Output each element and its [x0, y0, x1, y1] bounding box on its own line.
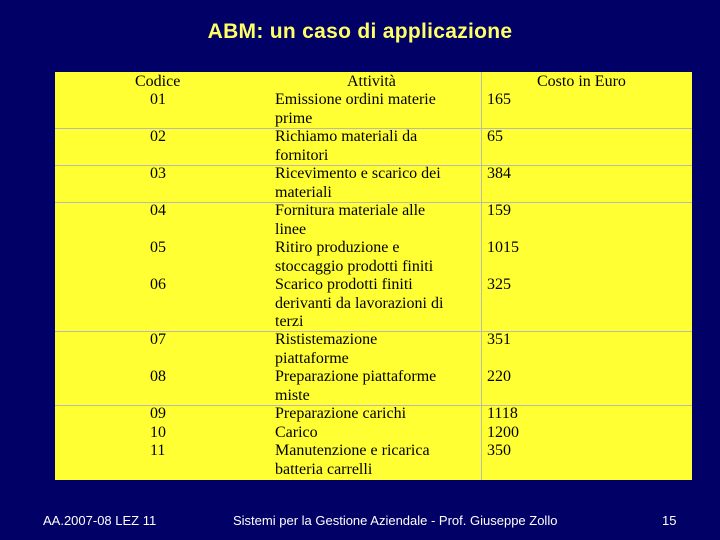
activity-cell: linee	[275, 220, 307, 238]
activity-cell: materiali	[275, 183, 332, 201]
activity-cell: terzi	[275, 313, 304, 330]
activity-cell: fornitori	[275, 146, 329, 164]
footer-course: AA.2007-08 LEZ 11	[43, 513, 157, 528]
code-cell: 06	[150, 276, 166, 293]
activity-cell: Emissione ordini materie	[275, 91, 436, 108]
code-cell: 09	[150, 405, 166, 422]
header-codice: Codice	[135, 73, 181, 90]
slide-title: ABM: un caso di applicazione	[207, 20, 513, 43]
activity-cell: Richiamo materiali da	[275, 128, 418, 145]
code-cell: 11	[150, 442, 166, 459]
code-cell: 03	[150, 165, 166, 182]
cost-cell: 65	[487, 128, 503, 145]
code-cell: 02	[150, 128, 166, 145]
cost-cell: 220	[487, 368, 511, 385]
activity-cost-table	[55, 72, 692, 480]
activity-cell: prime	[275, 109, 313, 127]
cost-cell: 384	[487, 165, 511, 182]
activity-cell: Manutenzione e ricarica	[275, 442, 430, 459]
header-costo: Costo in Euro	[537, 73, 626, 90]
activity-cell: Scarico prodotti finiti	[275, 276, 413, 293]
cost-cell: 159	[487, 202, 511, 219]
cost-cell: 351	[487, 331, 511, 348]
code-cell: 07	[150, 331, 166, 348]
footer-course-title: Sistemi per la Gestione Aziendale - Prof. Giuseppe Zollo	[233, 513, 558, 528]
activity-cell: stoccaggio prodotti finiti	[275, 257, 434, 275]
activity-cell: miste	[275, 386, 310, 404]
cost-cell: 165	[487, 91, 511, 108]
activity-cell: batteria carrelli	[275, 460, 373, 478]
activity-cell: Preparazione carichi	[275, 405, 407, 422]
activity-cell: Ritiro produzione e	[275, 239, 400, 256]
activity-cell: Rististemazione	[275, 331, 378, 348]
code-cell: 08	[150, 368, 166, 385]
activity-cell: derivanti da lavorazioni di	[275, 294, 444, 312]
column-divider	[481, 72, 482, 480]
cost-cell: 325	[487, 276, 511, 293]
header-attivita: Attività	[347, 73, 396, 90]
activity-cell: Fornitura materiale alle	[275, 202, 426, 219]
code-cell: 01	[150, 91, 166, 108]
activity-cell: Ricevimento e scarico dei	[275, 165, 441, 182]
activity-cell: piattaforme	[275, 349, 349, 367]
code-cell: 04	[150, 202, 166, 219]
activity-cell: Preparazione piattaforme	[275, 368, 437, 385]
slide-number: 15	[662, 513, 677, 528]
code-cell: 05	[150, 239, 166, 256]
cost-cell: 1015	[487, 239, 519, 256]
cost-cell: 1118	[487, 405, 518, 422]
code-cell: 10	[150, 423, 166, 441]
activity-cell: Carico	[275, 423, 318, 441]
cost-cell: 350	[487, 442, 511, 459]
cost-cell: 1200	[487, 423, 519, 441]
